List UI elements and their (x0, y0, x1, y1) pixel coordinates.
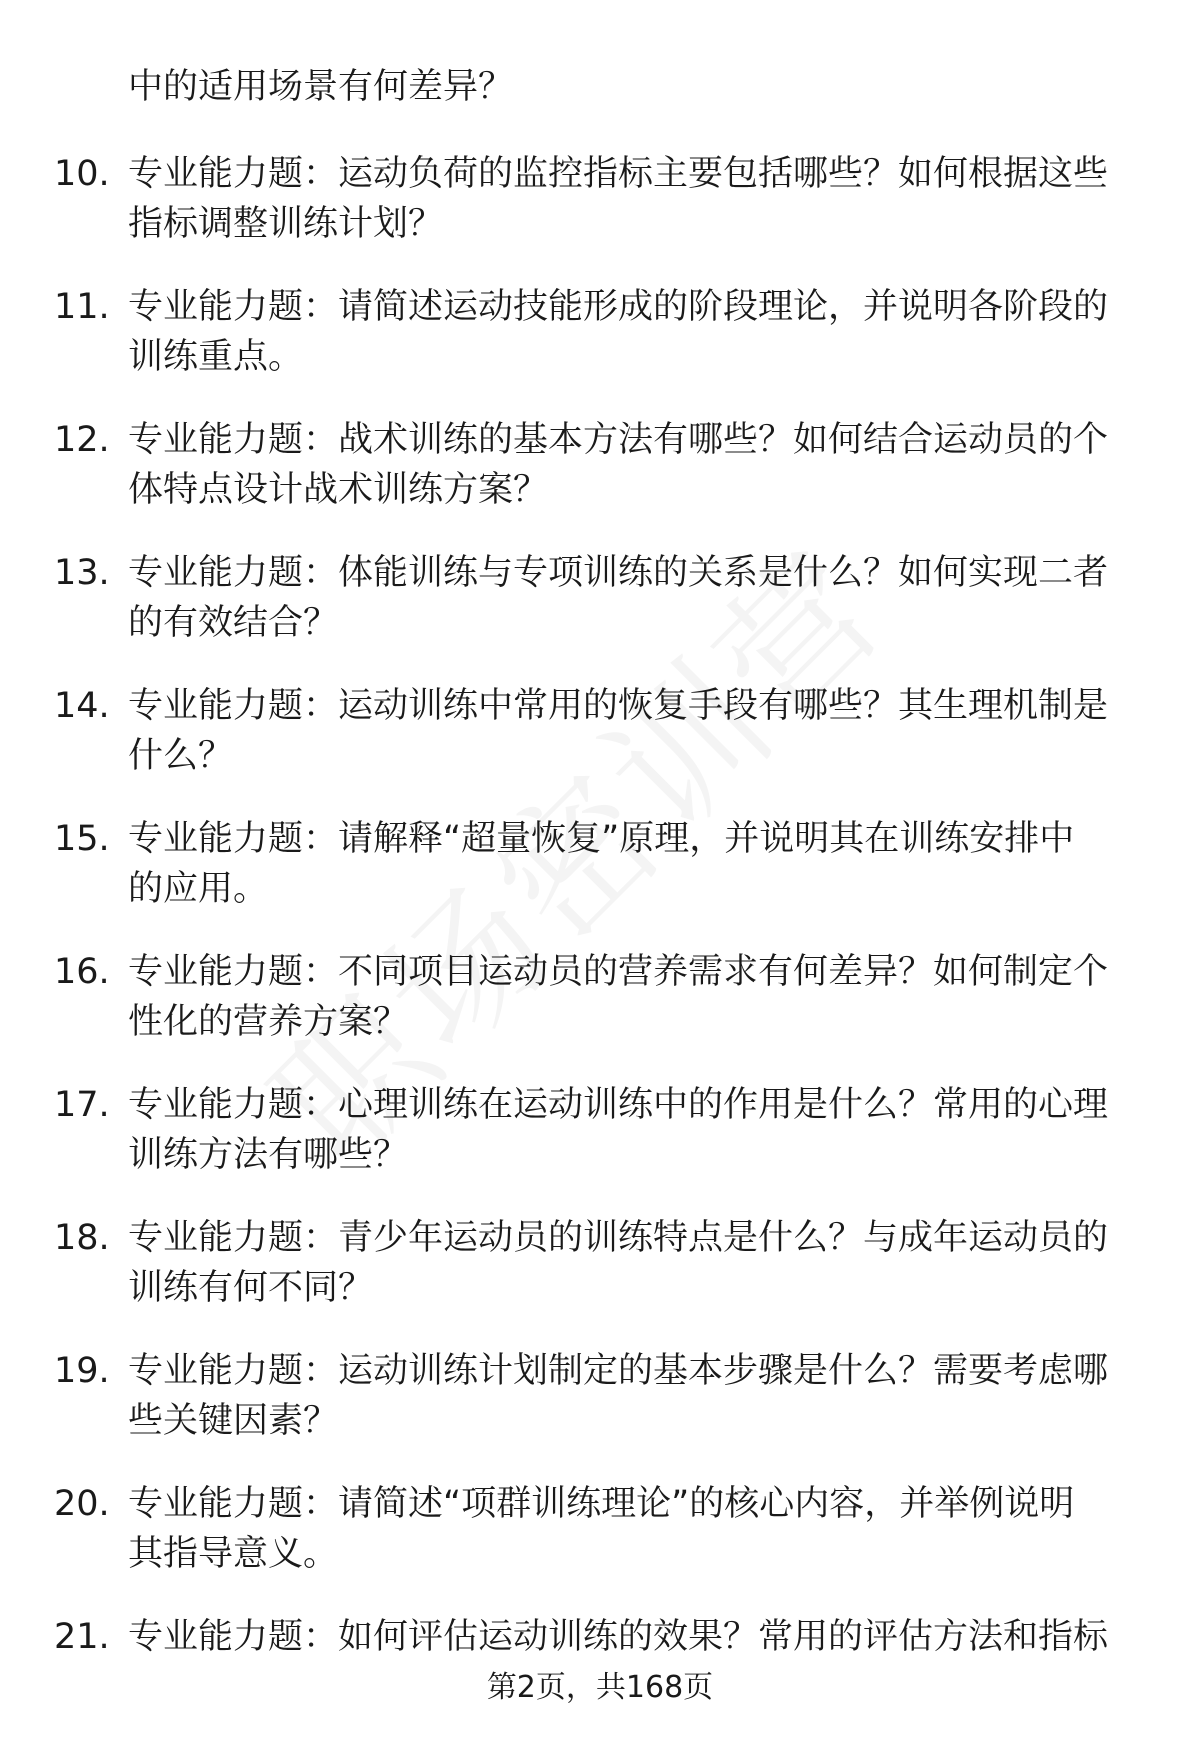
question-text-line: 专业能力题：运动负荷的监控指标主要包括哪些？如何根据这些 (128, 154, 1109, 194)
question-item (0, 1213, 1200, 1346)
question-item (0, 415, 1200, 548)
question-item (0, 681, 1200, 814)
question-number: 13. (54, 553, 110, 593)
question-text-line: 其指导意义。 (128, 1534, 339, 1574)
question-item (0, 1479, 1200, 1612)
question-text-line: 的有效结合？ (128, 603, 339, 643)
question-text-line: 指标调整训练计划？ (128, 204, 444, 244)
question-text-line: 训练重点。 (128, 337, 304, 377)
question-item (0, 1080, 1200, 1213)
question-item (0, 149, 1200, 282)
question-text (128, 1213, 1138, 1313)
question-text-line: 专业能力题：心理训练在运动训练中的作用是什么？常用的心理 (128, 1085, 1109, 1125)
question-number: 16. (54, 952, 110, 992)
question-list (0, 149, 1200, 1745)
question-text (128, 548, 1138, 648)
question-text-line: 训练方法有哪些？ (128, 1135, 409, 1175)
question-item (0, 947, 1200, 1080)
question-text (128, 415, 1138, 515)
continued-question-text: 中的适用场景有何差异？ (128, 67, 514, 107)
question-text-line: 专业能力题：请简述“项群训练理论”的核心内容，并举例说明 (128, 1484, 1075, 1524)
question-text-line: 性化的营养方案？ (128, 1002, 409, 1042)
question-text (128, 1612, 1138, 1662)
question-text (128, 1080, 1138, 1180)
question-text (128, 947, 1138, 1047)
question-text-line: 专业能力题：运动训练计划制定的基本步骤是什么？需要考虑哪 (128, 1351, 1109, 1391)
question-text-line: 专业能力题：青少年运动员的训练特点是什么？与成年运动员的 (128, 1218, 1109, 1258)
question-number: 20. (54, 1484, 110, 1524)
question-text-line: 的应用。 (128, 869, 269, 909)
page-footer: 第2页，共168页 (486, 1670, 714, 1705)
question-number: 19. (54, 1351, 110, 1391)
question-item (0, 814, 1200, 947)
question-text-line: 专业能力题：请简述运动技能形成的阶段理论，并说明各阶段的 (128, 287, 1109, 327)
question-number: 10. (54, 154, 110, 194)
question-text-line: 什么？ (128, 736, 234, 776)
question-number: 14. (54, 686, 110, 726)
question-text-line: 专业能力题：不同项目运动员的营养需求有何差异？如何制定个 (128, 952, 1109, 992)
question-text-line: 专业能力题：运动训练中常用的恢复手段有哪些？其生理机制是 (128, 686, 1109, 726)
question-number: 15. (54, 819, 110, 859)
question-text-line: 专业能力题：请解释“超量恢复”原理，并说明其在训练安排中 (128, 819, 1075, 859)
question-number: 21. (54, 1617, 110, 1657)
question-text (128, 814, 1138, 914)
question-text-line: 专业能力题：如何评估运动训练的效果？常用的评估方法和指标 (128, 1617, 1109, 1657)
question-text (128, 282, 1138, 382)
question-text-line: 些关键因素？ (128, 1401, 339, 1441)
question-text (128, 1346, 1138, 1446)
question-text (128, 149, 1138, 249)
question-text (128, 1479, 1138, 1579)
question-number: 11. (54, 287, 110, 327)
question-text-line: 训练有何不同？ (128, 1268, 374, 1308)
question-text-line: 体特点设计战术训练方案？ (128, 470, 549, 510)
question-item (0, 1346, 1200, 1479)
question-text-line: 专业能力题：战术训练的基本方法有哪些？如何结合运动员的个 (128, 420, 1109, 460)
question-number: 18. (54, 1218, 110, 1258)
question-number: 17. (54, 1085, 110, 1125)
question-item (0, 548, 1200, 681)
question-text (128, 681, 1138, 781)
question-item (0, 282, 1200, 415)
question-number: 12. (54, 420, 110, 460)
question-text-line: 专业能力题：体能训练与专项训练的关系是什么？如何实现二者 (128, 553, 1109, 593)
